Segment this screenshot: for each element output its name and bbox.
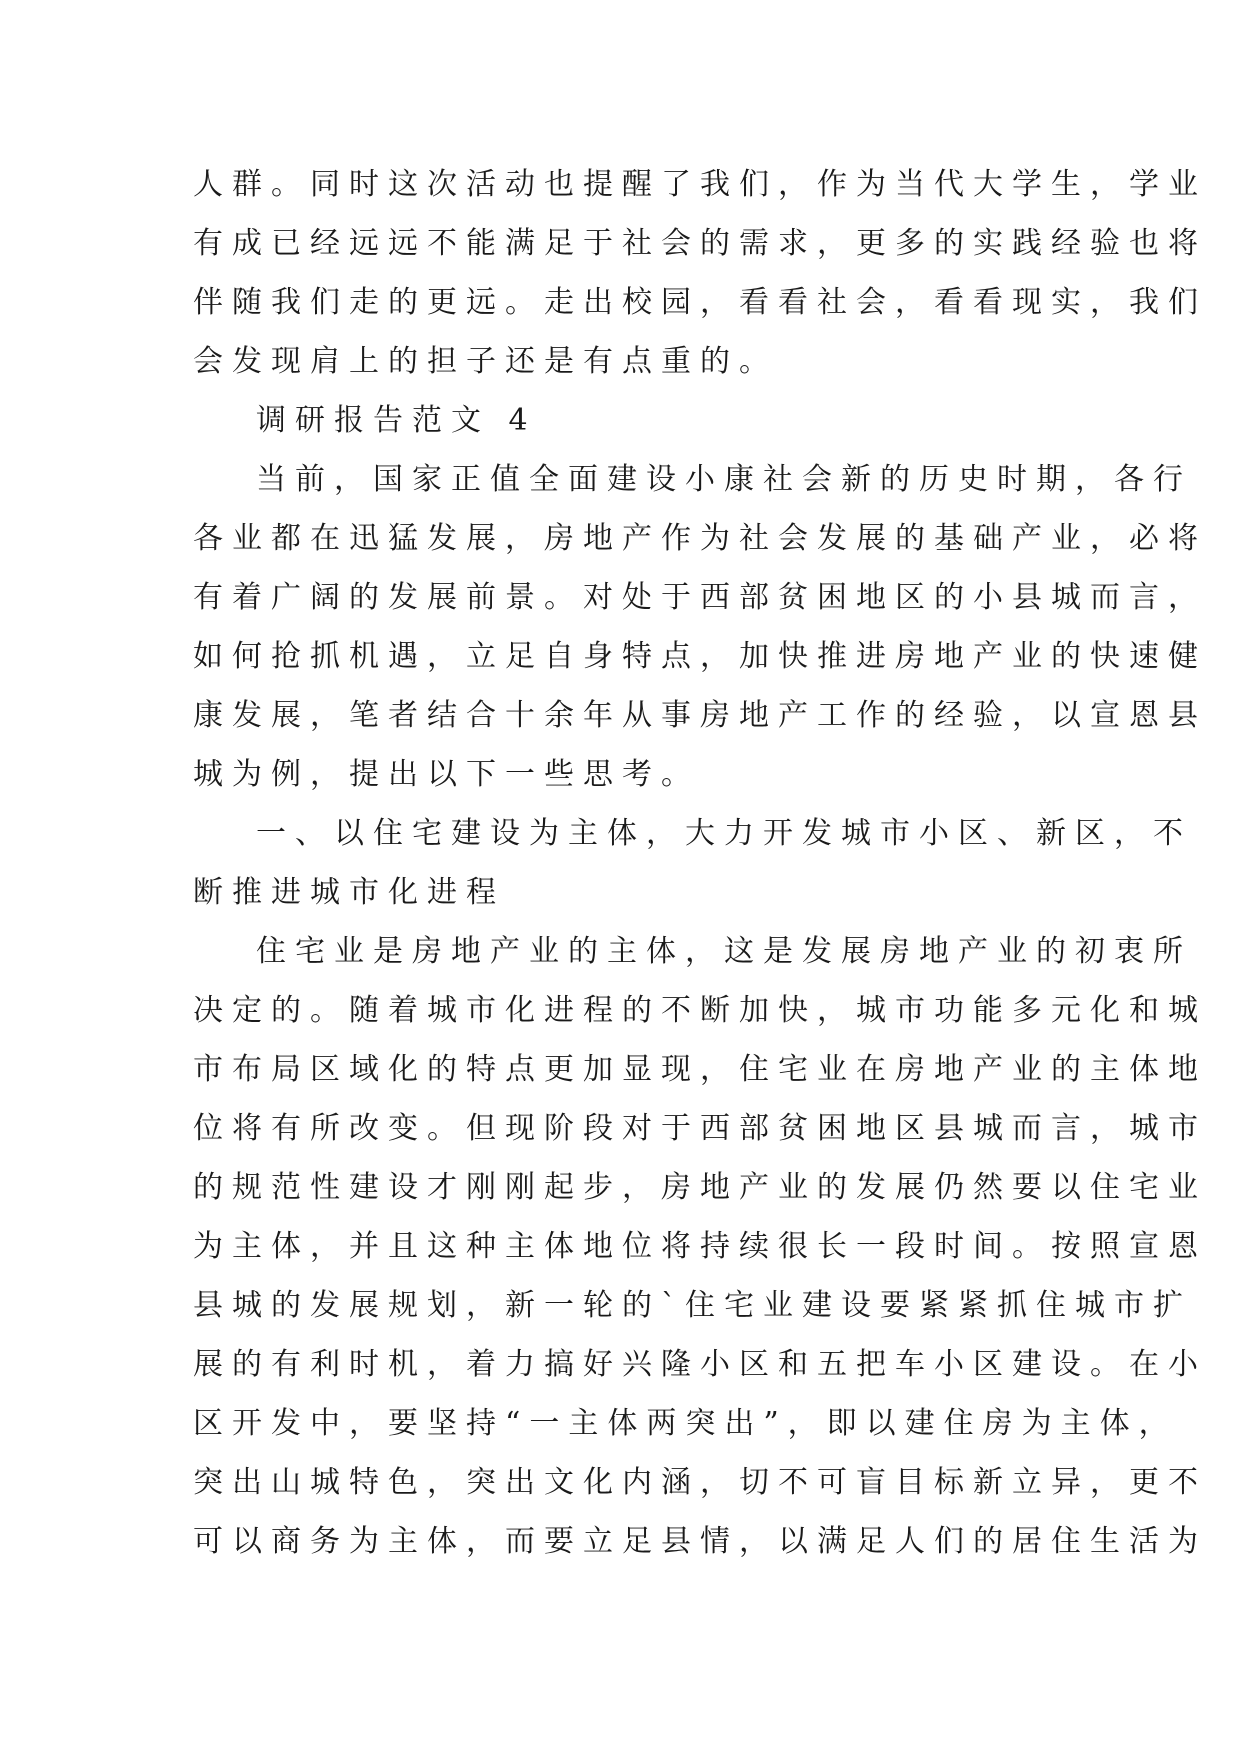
text-line: 伴随我们走的更远。走出校园，看看社会，看看现实，我们 xyxy=(193,285,1207,320)
subsection-heading: 一、以住宅建设为主体，大力开发城市小区、新区，不 xyxy=(256,816,1192,851)
text-line: 可以商务为主体，而要立足县情，以满足人们的居住生活为 xyxy=(193,1524,1207,1559)
text-line: 城为例，提出以下一些思考。 xyxy=(193,757,700,792)
text-line: 市布局区域化的特点更加显现，住宅业在房地产业的主体地 xyxy=(193,1052,1207,1087)
text-line: 县城的发展规划，新一轮的`住宅业建设要紧紧抓住城市扩 xyxy=(193,1288,1192,1323)
text-line: 为主体，并且这种主体地位将持续很长一段时间。按照宣恩 xyxy=(193,1229,1207,1264)
text-line: 位将有所改变。但现阶段对于西部贫困地区县城而言，城市 xyxy=(193,1111,1207,1146)
text-line: 的规范性建设才刚刚起步，房地产业的发展仍然要以住宅业 xyxy=(193,1170,1207,1205)
text-line: 有成已经远远不能满足于社会的需求，更多的实践经验也将 xyxy=(193,226,1207,261)
text-line: 住宅业是房地产业的主体，这是发展房地产业的初衷所 xyxy=(256,934,1192,969)
text-line: 突出山城特色，突出文化内涵，切不可盲目标新立异，更不 xyxy=(193,1465,1207,1500)
text-line: 人群。同时这次活动也提醒了我们，作为当代大学生，学业 xyxy=(193,167,1207,202)
text-line: 区开发中，要坚持“一主体两突出”，即以建住房为主体， xyxy=(193,1406,1178,1441)
text-line: 会发现肩上的担子还是有点重的。 xyxy=(193,344,778,379)
subsection-heading: 断推进城市化进程 xyxy=(193,875,505,910)
text-line: 有着广阔的发展前景。对处于西部贫困地区的小县城而言， xyxy=(193,580,1207,615)
text-line: 决定的。随着城市化进程的不断加快，城市功能多元化和城 xyxy=(193,993,1207,1028)
text-line: 当前，国家正值全面建设小康社会新的历史时期，各行 xyxy=(256,462,1192,497)
section-heading: 调研报告范文 4 xyxy=(256,403,537,438)
text-line: 康发展，笔者结合十余年从事房地产工作的经验，以宣恩县 xyxy=(193,698,1207,733)
text-line: 各业都在迅猛发展，房地产作为社会发展的基础产业，必将 xyxy=(193,521,1207,556)
text-line: 展的有利时机，着力搞好兴隆小区和五把车小区建设。在小 xyxy=(193,1347,1207,1382)
text-line: 如何抢抓机遇，立足自身特点，加快推进房地产业的快速健 xyxy=(193,639,1207,674)
